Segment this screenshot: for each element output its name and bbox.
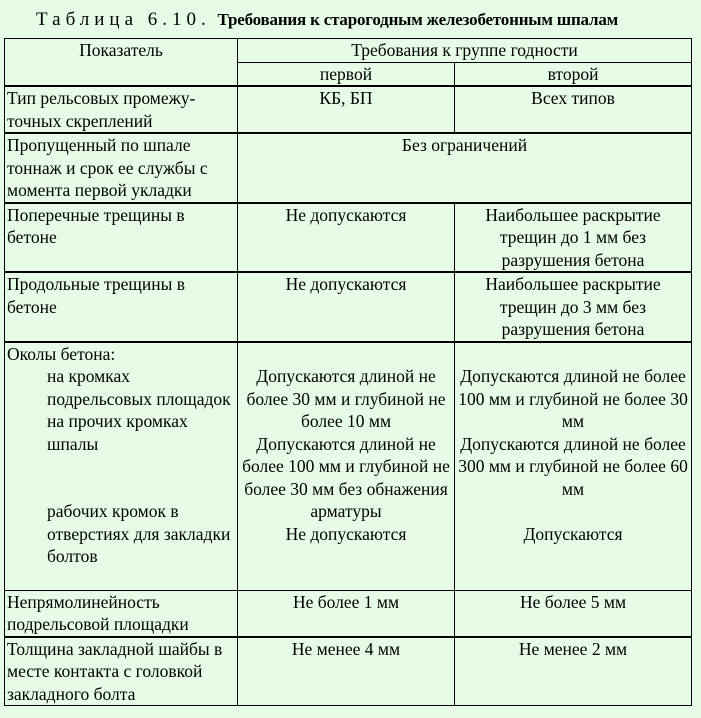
spalls-indicator: [5, 342, 238, 591]
table-number: Таблица 6.10.: [36, 9, 211, 30]
spalls-item-first: Допускаются длиной не более 100 мм и глубиной не более 30 мм без обнажения арматуры: [242, 433, 450, 521]
header-indicator: Показатель: [5, 39, 238, 87]
spalls-second: [455, 342, 692, 591]
row-indicator: Поперечные трещины в бетоне: [5, 203, 238, 273]
table-row: [5, 86, 692, 133]
row-indicator: Непрямолинейность подрельсовой площадки: [5, 590, 238, 637]
spalls-row: [5, 342, 692, 591]
spalls-item-label: на прочих кромках шпалы: [47, 411, 188, 454]
header-first: первой: [238, 62, 455, 86]
row-first: Не допускаются: [238, 203, 455, 273]
table-row: [5, 637, 692, 706]
spalls-item-second: Допускаются длиной не более 100 мм и глубиной не более 30 мм: [458, 366, 688, 431]
row-second: Не более 5 мм: [455, 590, 692, 637]
requirements-table: [4, 38, 692, 706]
spalls-title: Околы бетона:: [7, 343, 116, 364]
spalls-item-label: на кромках подрельсовых площадок: [47, 366, 231, 409]
table-row: [5, 133, 692, 203]
row-first: Не допускаются: [238, 272, 455, 342]
spalls-item-first: Не допускаются: [285, 523, 407, 544]
row-indicator: Продольные трещины в бетоне: [5, 272, 238, 342]
spalls-item-second: Допускаются длиной не более 300 мм и глубиной не более 60 мм: [458, 433, 688, 499]
row-first: Не менее 4 мм: [238, 637, 455, 706]
table-row: [5, 590, 692, 637]
row-merged: Без ограничений: [238, 133, 692, 203]
row-second: Не менее 2 мм: [455, 637, 692, 706]
row-second: Наибольшее раскрытие трещин до 3 мм без разрушения бетона: [455, 272, 692, 342]
spalls-item-first: Допускаются длиной не более 30 мм и глубиной не более 10 мм: [246, 366, 446, 431]
row-indicator: Тип рельсовых промежу-точных скреплений: [5, 86, 238, 133]
header-second: второй: [455, 62, 692, 86]
row-indicator: Толщина закладной шайбы в месте контакта с головкой закладного болта: [5, 637, 238, 706]
row-first: Не более 1 мм: [238, 590, 455, 637]
spalls-first: [238, 342, 455, 591]
row-indicator: Пропущенный по шпале тоннаж и срок ее службы с момента первой укладки: [5, 133, 238, 203]
header-group-requirements: Требования к группе годности: [238, 39, 692, 63]
table-row: [5, 203, 692, 273]
row-first: КБ, БП: [238, 86, 455, 133]
row-second: Наибольшее раскрытие трещин до 1 мм без разрушения бетона: [455, 203, 692, 273]
header-row: [5, 39, 692, 63]
table-caption: [36, 8, 618, 32]
table-title: Требования к старогодным железобетонным шпалам: [217, 10, 619, 29]
table-row: [5, 272, 692, 342]
spalls-item-label: рабочих кромок в отверстиях для закладки болтов: [47, 501, 231, 566]
row-second: Всех типов: [455, 86, 692, 133]
spalls-item-second: Допускаются: [523, 523, 623, 544]
